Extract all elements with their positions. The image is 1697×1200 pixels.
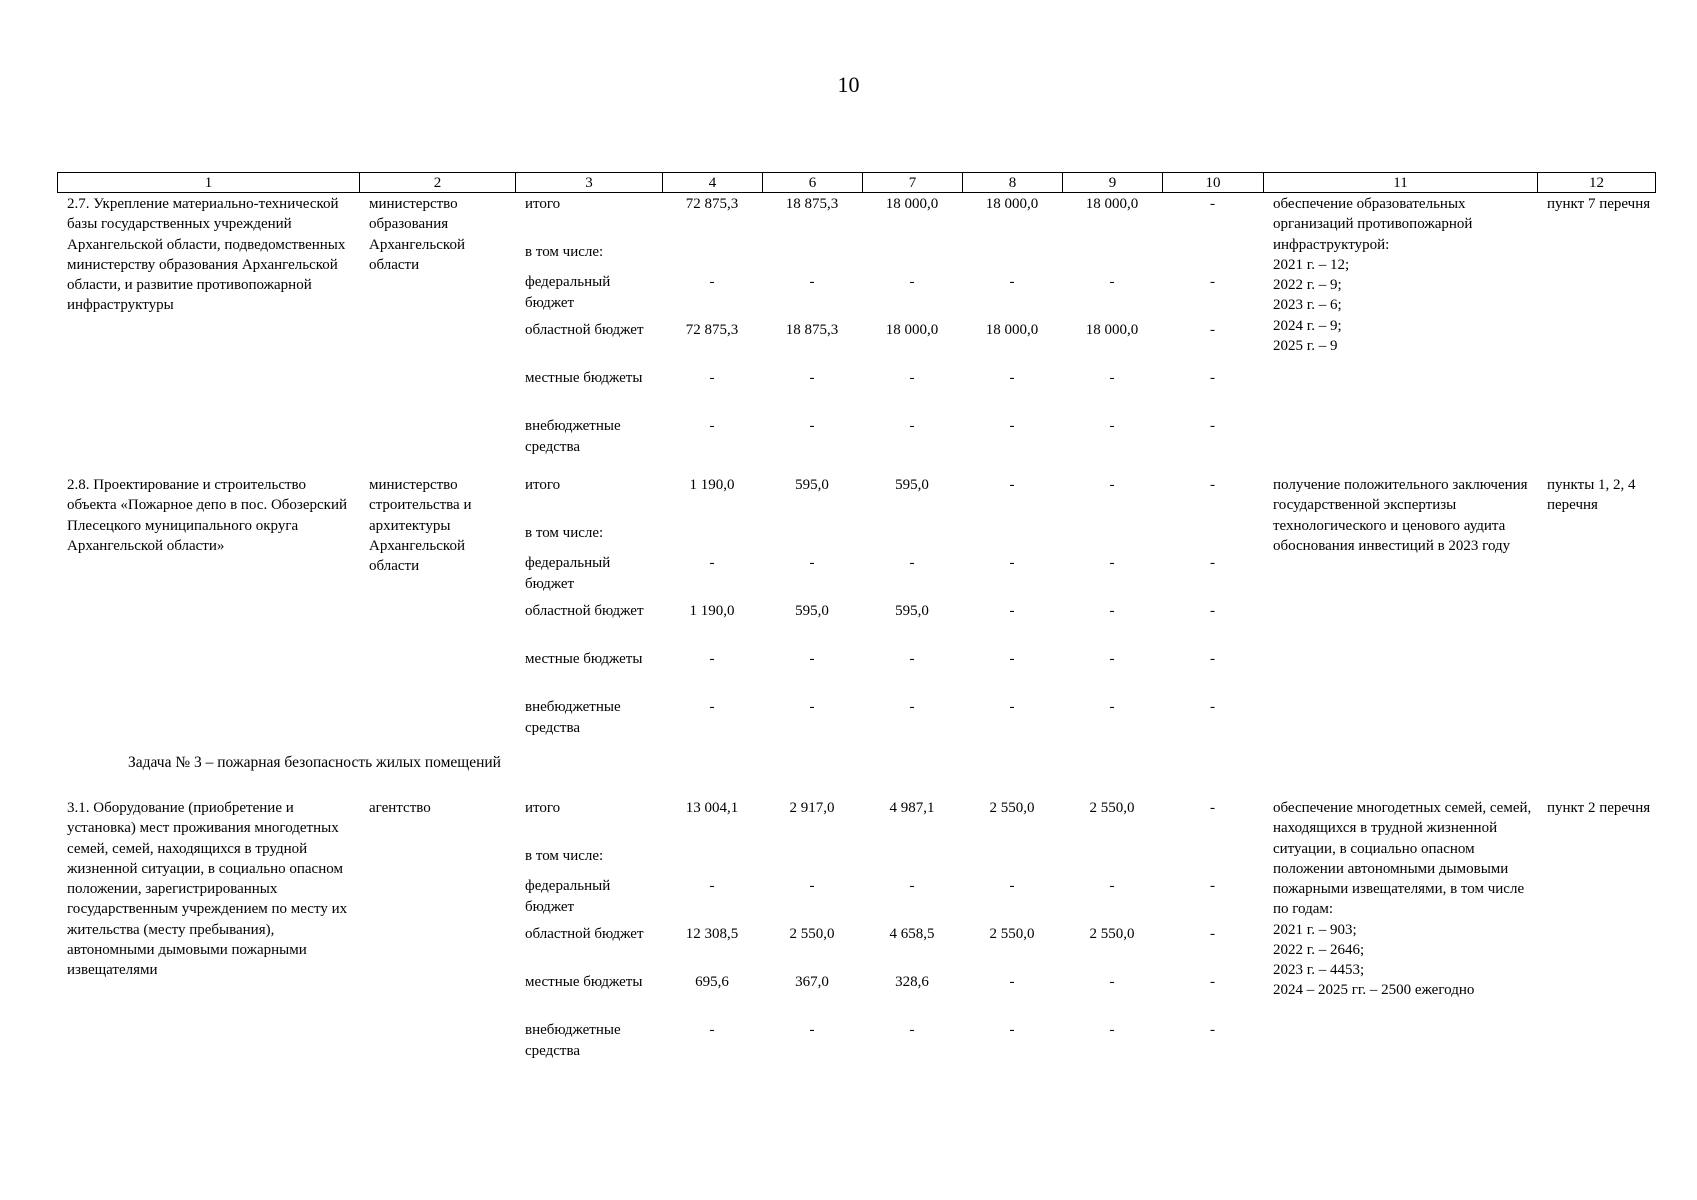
value-extrabudgetary: - <box>709 699 715 715</box>
value-extrabudgetary: - <box>909 1022 915 1038</box>
value-federal: - <box>1009 274 1015 290</box>
source-extrabudgetary: внебюджетные средства <box>525 1022 621 1059</box>
value-regional: 12 308,5 <box>685 926 739 942</box>
header-col-11: 11 <box>1264 173 1538 193</box>
value-regional: - <box>1009 603 1015 619</box>
value-column <box>962 475 1062 745</box>
value-total: 595,0 <box>795 477 829 493</box>
column-number-header <box>57 172 1656 193</box>
source-total: итого <box>525 196 561 212</box>
value-column <box>762 475 862 745</box>
task-heading: Задача № 3 – пожарная безопасность жилых помещений <box>128 754 501 771</box>
value-federal: - <box>809 555 815 571</box>
value-local: - <box>1109 370 1115 386</box>
reference: пункт 7 перечня <box>1547 196 1651 212</box>
value-regional: 4 658,5 <box>889 926 935 942</box>
value-federal: - <box>1210 878 1215 894</box>
value-including <box>762 523 862 553</box>
value-including <box>1062 523 1162 553</box>
value-including <box>1162 846 1263 876</box>
value-regional: - <box>1210 322 1215 338</box>
source-including: в том числе: <box>525 244 604 260</box>
value-including <box>762 846 862 876</box>
value-including <box>962 523 1062 553</box>
funding-sources <box>515 475 662 745</box>
value-including <box>1162 242 1263 272</box>
value-federal: - <box>1109 555 1115 571</box>
value-total: - <box>1210 196 1215 212</box>
value-total: - <box>1210 477 1215 493</box>
value-column <box>862 475 962 745</box>
value-column <box>662 194 762 464</box>
value-including <box>962 242 1062 272</box>
value-regional: 2 550,0 <box>989 926 1035 942</box>
value-total: 18 875,3 <box>785 196 839 212</box>
value-local: - <box>709 370 715 386</box>
header-col-1: 1 <box>58 173 360 193</box>
value-local: - <box>709 651 715 667</box>
source-local: местные бюджеты <box>525 974 643 990</box>
source-including: в том числе: <box>525 848 604 864</box>
value-regional: 595,0 <box>895 603 929 619</box>
value-including <box>762 242 862 272</box>
value-extrabudgetary: - <box>1210 1022 1215 1038</box>
value-local: - <box>909 370 915 386</box>
value-federal: - <box>1109 274 1115 290</box>
value-federal: - <box>809 878 815 894</box>
value-extrabudgetary: - <box>1210 418 1215 434</box>
header-col-8: 8 <box>963 173 1063 193</box>
value-column <box>1062 798 1162 1068</box>
value-column <box>1062 475 1162 745</box>
header-col-10: 10 <box>1163 173 1264 193</box>
value-local: - <box>1210 370 1215 386</box>
value-including <box>1062 242 1162 272</box>
value-including <box>1062 846 1162 876</box>
value-regional: 2 550,0 <box>789 926 835 942</box>
value-total: - <box>1009 477 1015 493</box>
source-extrabudgetary: внебюджетные средства <box>525 418 621 455</box>
value-regional: - <box>1210 603 1215 619</box>
value-regional: - <box>1109 603 1115 619</box>
source-regional: областной бюджет <box>525 926 644 942</box>
value-including <box>662 242 762 272</box>
reference: пункты 1, 2, 4 перечня <box>1547 477 1636 514</box>
executor: агентство <box>369 800 431 816</box>
value-column <box>962 194 1062 464</box>
expected-result: обеспечение образовательных организаций противопожарной инфраструктурой: 2021 г. – 12; 2022 г. – 9; 2023 г. – 6; 2024 г. – 9; 2025 г. – 9 <box>1273 196 1473 354</box>
value-federal: - <box>909 274 915 290</box>
page-number: 10 <box>837 72 860 97</box>
value-regional: 1 190,0 <box>689 603 735 619</box>
value-including <box>862 242 962 272</box>
value-local: - <box>1109 974 1115 990</box>
source-regional: областной бюджет <box>525 322 644 338</box>
value-federal: - <box>1210 555 1215 571</box>
value-federal: - <box>809 274 815 290</box>
value-total: 18 000,0 <box>985 196 1039 212</box>
value-total: 18 000,0 <box>1085 196 1139 212</box>
measure-name: 2.8. Проектирование и строительство объекта «Пожарное депо в пос. Обозерский Плесецкого муниципального округа Архангельской области» <box>67 477 348 554</box>
value-extrabudgetary: - <box>1009 418 1015 434</box>
executor: министерство образования Архангельской области <box>369 196 465 273</box>
value-local: - <box>809 651 815 667</box>
value-local: 695,6 <box>695 974 729 990</box>
source-extrabudgetary: внебюджетные средства <box>525 699 621 736</box>
value-total: 72 875,3 <box>685 196 739 212</box>
value-including <box>962 846 1062 876</box>
value-federal: - <box>1109 878 1115 894</box>
value-total: 4 987,1 <box>889 800 935 816</box>
source-total: итого <box>525 800 561 816</box>
value-extrabudgetary: - <box>1009 699 1015 715</box>
value-regional: 72 875,3 <box>685 322 739 338</box>
funding-sources <box>515 194 662 464</box>
expected-result: получение положительного заключения государственной экспертизы технологического и ценового аудита обоснования инвестиций в 2023 году <box>1273 477 1528 554</box>
header-col-7: 7 <box>863 173 963 193</box>
value-total: 595,0 <box>895 477 929 493</box>
value-extrabudgetary: - <box>809 1022 815 1038</box>
header-col-3: 3 <box>516 173 663 193</box>
value-extrabudgetary: - <box>909 418 915 434</box>
value-regional: 18 000,0 <box>985 322 1039 338</box>
source-federal: федеральный бюджет <box>525 555 611 592</box>
expected-result: обеспечение многодетных семей, семей, находящихся в трудной жизненной ситуации, в социально опасном положении автономными дымовыми пожарными извещателями, в том числе по годам: 2021 г. – 903; 2022 г. – 2646; 2023 г. – 4453; 2024 – 2025 гг. – 2500 ежегодно <box>1273 800 1532 999</box>
value-extrabudgetary: - <box>809 418 815 434</box>
value-total: 1 190,0 <box>689 477 735 493</box>
value-total: 13 004,1 <box>685 800 739 816</box>
header-col-6: 6 <box>763 173 863 193</box>
value-column <box>1162 798 1263 1068</box>
value-column <box>862 194 962 464</box>
value-federal: - <box>1210 274 1215 290</box>
value-column <box>862 798 962 1068</box>
measure-name: 2.7. Укрепление материально-технической базы государственных учреждений Архангельской области, подведомственных министерству образования Архангельской области, и развитие противопожарной инфраструктуры <box>67 196 346 314</box>
value-total: - <box>1109 477 1115 493</box>
value-federal: - <box>709 274 715 290</box>
value-total: - <box>1210 800 1215 816</box>
value-column <box>662 475 762 745</box>
source-total: итого <box>525 477 561 493</box>
value-extrabudgetary: - <box>1109 699 1115 715</box>
value-regional: 595,0 <box>795 603 829 619</box>
value-regional: 2 550,0 <box>1089 926 1135 942</box>
value-extrabudgetary: - <box>1009 1022 1015 1038</box>
source-local: местные бюджеты <box>525 370 643 386</box>
value-local: - <box>1009 370 1015 386</box>
value-local: - <box>1009 974 1015 990</box>
value-federal: - <box>1009 555 1015 571</box>
value-federal: - <box>1009 878 1015 894</box>
measure-name: 3.1. Оборудование (приобретение и установка) мест проживания многодетных семей, семей, находящихся в трудной жизненной ситуации, в социально опасном положении, зарегистрированных государственным учреждением по месту их жительства (месту пребывания), автономными дымовыми пожарными извещателями <box>67 800 348 978</box>
header-col-4: 4 <box>663 173 763 193</box>
value-local: - <box>1210 974 1215 990</box>
source-including: в том числе: <box>525 525 604 541</box>
value-local: 328,6 <box>895 974 929 990</box>
executor: министерство строительства и архитектуры Архангельской области <box>369 477 472 574</box>
funding-sources <box>515 798 662 1068</box>
value-total: 2 550,0 <box>1089 800 1135 816</box>
value-including <box>1162 523 1263 553</box>
value-total: 2 550,0 <box>989 800 1035 816</box>
value-including <box>662 523 762 553</box>
value-total: 18 000,0 <box>885 196 939 212</box>
value-extrabudgetary: - <box>1109 418 1115 434</box>
value-federal: - <box>909 555 915 571</box>
value-federal: - <box>709 555 715 571</box>
source-local: местные бюджеты <box>525 651 643 667</box>
value-column <box>1162 194 1263 464</box>
value-column <box>1062 194 1162 464</box>
header-col-12: 12 <box>1538 173 1656 193</box>
value-column <box>662 798 762 1068</box>
value-local: - <box>1109 651 1115 667</box>
value-column <box>962 798 1062 1068</box>
value-regional: 18 875,3 <box>785 322 839 338</box>
value-extrabudgetary: - <box>1210 699 1215 715</box>
value-including <box>662 846 762 876</box>
value-local: 367,0 <box>795 974 829 990</box>
source-regional: областной бюджет <box>525 603 644 619</box>
value-extrabudgetary: - <box>809 699 815 715</box>
value-extrabudgetary: - <box>909 699 915 715</box>
table-row <box>57 194 1655 464</box>
value-total: 2 917,0 <box>789 800 835 816</box>
header-col-2: 2 <box>360 173 516 193</box>
value-federal: - <box>909 878 915 894</box>
value-extrabudgetary: - <box>709 418 715 434</box>
value-extrabudgetary: - <box>709 1022 715 1038</box>
value-local: - <box>909 651 915 667</box>
header-col-9: 9 <box>1063 173 1163 193</box>
value-including <box>862 523 962 553</box>
value-regional: 18 000,0 <box>1085 322 1139 338</box>
value-column <box>762 798 862 1068</box>
table-row <box>57 798 1655 1068</box>
source-federal: федеральный бюджет <box>525 878 611 915</box>
value-including <box>862 846 962 876</box>
value-extrabudgetary: - <box>1109 1022 1115 1038</box>
value-federal: - <box>709 878 715 894</box>
value-regional: 18 000,0 <box>885 322 939 338</box>
value-column <box>1162 475 1263 745</box>
value-column <box>762 194 862 464</box>
table-row <box>57 475 1655 745</box>
value-local: - <box>1009 651 1015 667</box>
value-regional: - <box>1210 926 1215 942</box>
value-local: - <box>809 370 815 386</box>
reference: пункт 2 перечня <box>1547 800 1651 816</box>
source-federal: федеральный бюджет <box>525 274 611 311</box>
value-local: - <box>1210 651 1215 667</box>
